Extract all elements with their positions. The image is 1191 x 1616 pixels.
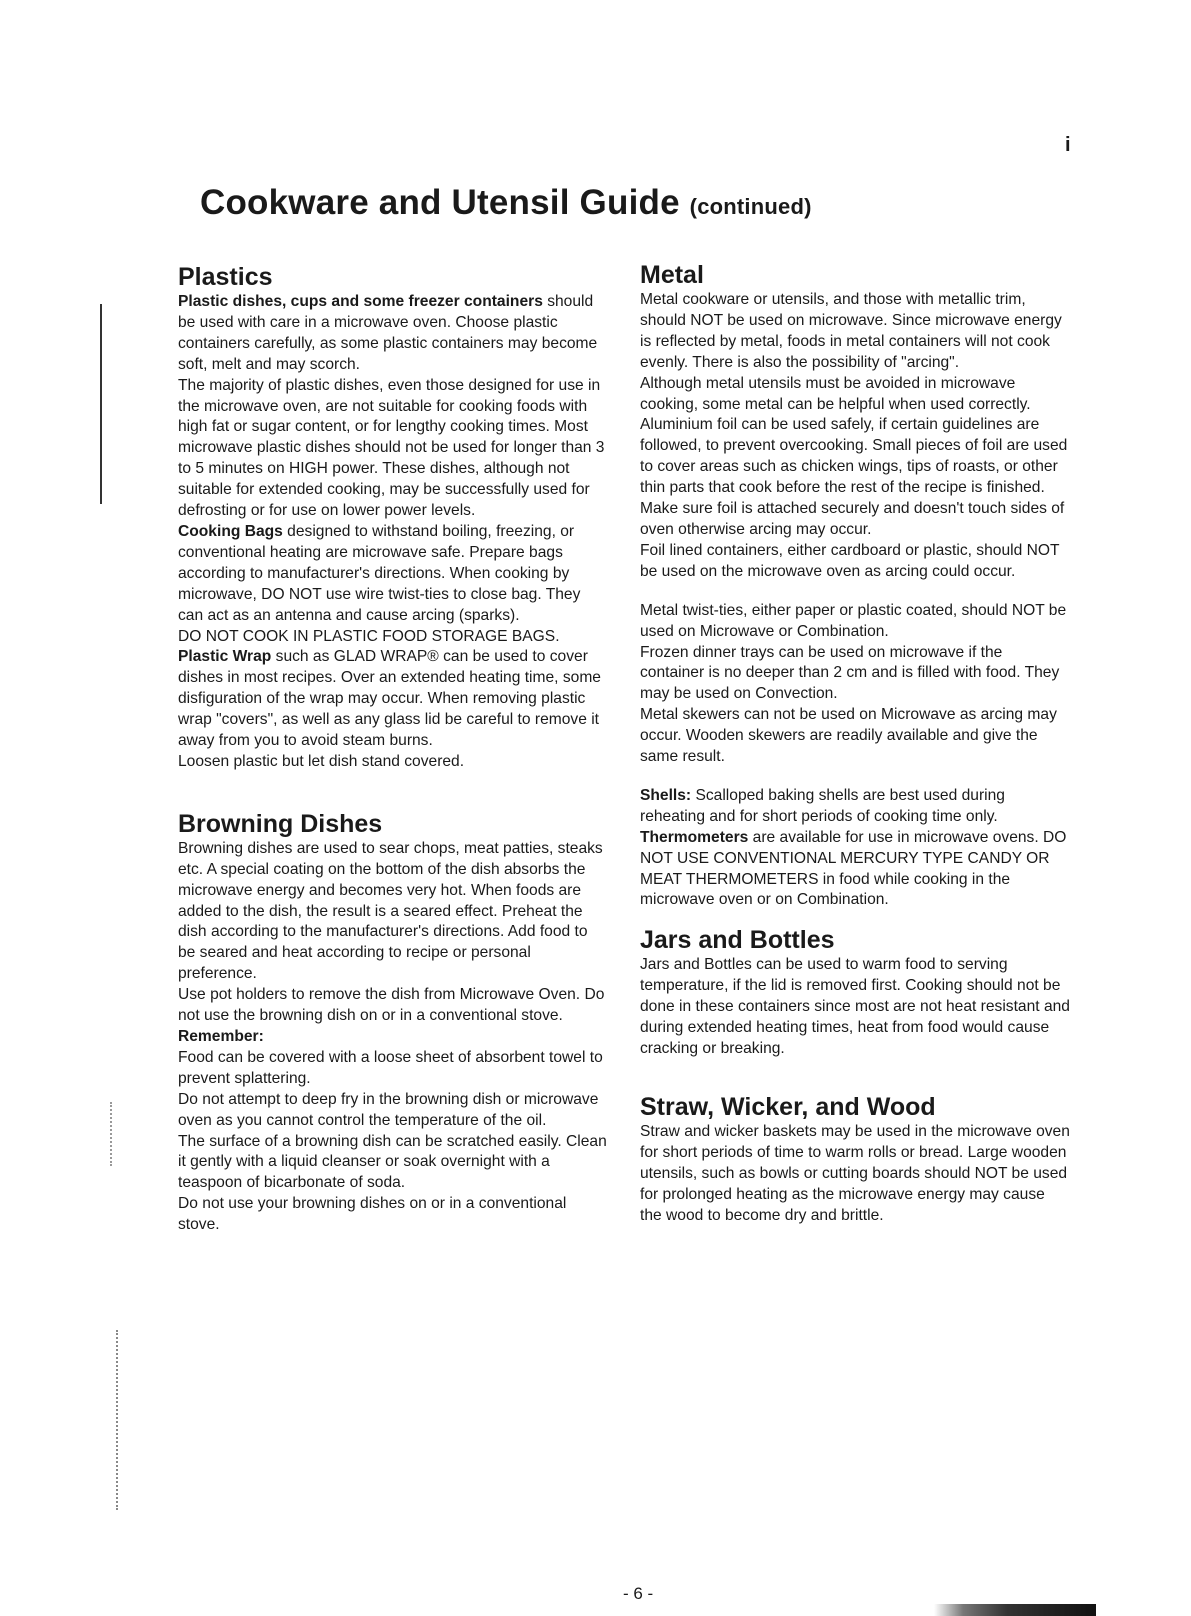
browning-paragraph-4: Do not attempt to deep fry in the browning dish or microwave oven as you cannot control the temperature of the oil. xyxy=(178,1090,599,1129)
left-column xyxy=(178,262,608,1236)
metal-paragraph-4: Foil lined containers, either cardboard or plastic, should NOT be used on the microwave oven as arcing could occur. xyxy=(640,541,1060,580)
plastics-term-wrap: Plastic Wrap xyxy=(178,648,272,666)
scan-dots-upper xyxy=(110,1102,114,1166)
metal-paragraph-6: Frozen dinner trays can be used on microwave if the container is no deeper than 2 cm and is filled with food. They may be used on Convection. xyxy=(640,643,1060,703)
metal-paragraph-7: Metal skewers can not be used on Microwave as arcing may occur. Wooden skewers are readily available and give the same result. xyxy=(640,706,1057,766)
heading-straw-wicker-wood: Straw, Wicker, and Wood xyxy=(640,1092,936,1121)
section-straw-wicker-wood xyxy=(640,1092,1070,1227)
plastics-paragraph-3 xyxy=(178,522,608,627)
jars-paragraph-1: Jars and Bottles can be used to warm food to serving temperature, if the lid is removed first. Cooking should not be done in these containers since most are not heat resistant and during extended heating times, heat from food would cause cracking or breaking. xyxy=(640,956,1070,1057)
metal-paragraph-3: Aluminium foil can be used safely, if certain guidelines are followed, to prevent overcooking. Small pieces of foil are used to cover areas such as chicken wings, tips of roasts, or other thin parts that cook before the rest of the recipe is finished. Make sure foil is attached securely and doesn't touch sides of oven otherwise arcing may occur. xyxy=(640,416,1068,538)
metal-paragraph-thermometers xyxy=(640,828,1070,912)
metal-paragraph-1: Metal cookware or utensils, and those with metallic trim, should NOT be used on microwave. Since microwave energy is reflected by metal, foods in metal containers will not cook evenly. There is also the possibility of "arcing". xyxy=(640,291,1062,371)
browning-paragraph-1: Browning dishes are used to sear chops, meat patties, steaks etc. A special coating on the bottom of the dish absorbs the microwave energy and becomes very hot. When foods are added to the dish, the result is a seared effect. Preheat the dish according to the manufacturer's directions. Add food to be seared and heat according to recipe or personal preference. xyxy=(178,839,603,983)
page-number: - 6 - xyxy=(623,1584,654,1603)
plastics-term-dishes: Plastic dishes, cups and some freezer containers xyxy=(178,293,543,310)
metal-paragraph-5: Metal twist-ties, either paper or plastic coated, should NOT be used on Microwave or Combination. xyxy=(640,601,1067,640)
page-title xyxy=(200,183,812,223)
plastics-term-bags: Cooking Bags xyxy=(178,522,283,540)
section-plastics xyxy=(178,262,608,773)
metal-paragraph-2: Although metal utensils must be avoided in microwave cooking, some metal can be helpful when used correctly. xyxy=(640,374,1031,413)
heading-plastics: Plastics xyxy=(178,263,273,291)
plastics-paragraph-1 xyxy=(178,292,608,376)
section-browning-dishes xyxy=(178,809,608,1236)
corner-mark: i xyxy=(1065,134,1071,156)
metal-text-shells: Scalloped baking shells are best used during reheating and for short periods of cooking time only. xyxy=(640,786,1005,825)
metal-term-shells: Shells: xyxy=(640,786,692,804)
margin-change-bar xyxy=(100,304,102,504)
page-title-sub: (continued) xyxy=(689,194,812,219)
scan-dots-lower xyxy=(116,1330,120,1510)
browning-paragraph-6: Do not use your browning dishes on or in a conventional stove. xyxy=(178,1195,567,1234)
plastics-paragraph-2: The majority of plastic dishes, even those designed for use in the microwave oven, are not suitable for cooking foods with high fat or sugar content, or for lengthy cooking times. Most microwave plastic dishes should not be used for longer than 3 to 5 minutes on HIGH power. These dishes, although not suitable for extended cooking, may be successfully used for defrosting or for use on lower power levels. xyxy=(178,376,605,520)
browning-remember-label: Remember: xyxy=(178,1028,264,1045)
plastics-paragraph-5 xyxy=(178,647,608,752)
scan-edge-artifact xyxy=(934,1604,1096,1616)
heading-browning-dishes: Browning Dishes xyxy=(178,809,383,838)
heading-jars-and-bottles: Jars and Bottles xyxy=(640,926,835,955)
section-metal xyxy=(640,260,1070,911)
section-jars-and-bottles xyxy=(640,925,1070,1060)
browning-paragraph-5: The surface of a browning dish can be scratched easily. Clean it gently with a liquid cleanser or soak overnight with a teaspoon of bicarbonate of soda. xyxy=(178,1132,607,1192)
browning-paragraph-2: Use pot holders to remove the dish from Microwave Oven. Do not use the browning dish on or in a conventional stove. xyxy=(178,986,605,1025)
plastics-paragraph-6: Loosen plastic but let dish stand covered. xyxy=(178,752,465,770)
page-title-main: Cookware and Utensil Guide xyxy=(200,183,680,222)
plastics-paragraph-4: DO NOT COOK IN PLASTIC FOOD STORAGE BAGS. xyxy=(178,627,560,645)
plastics-text-5: such as GLAD WRAP® can be used to cover dishes in most recipes. Over an extended heating time, some disfiguration of the wrap may occur. When removing plastic wrap "covers", as well as any glass lid be careful to remove it away from you to avoid steam burns. xyxy=(178,648,601,750)
plastics-text-1: should be used with care in a microwave oven. Choose plastic containers carefully, as some plastic containers may become soft, melt and may scorch. xyxy=(178,293,598,373)
metal-text-thermometers: are available for use in microwave ovens. DO NOT USE CONVENTIONAL MERCURY TYPE CANDY OR MEAT THERMOMETERS in food while cooking in the microwave oven or on Combination. xyxy=(640,828,1067,909)
right-column xyxy=(640,260,1070,1226)
heading-metal: Metal xyxy=(640,261,704,289)
plastics-text-3: designed to withstand boiling, freezing, or conventional heating are microwave safe. Prepare bags according to manufacturer's directions. When cooking by microwave, DO NOT use wire twist-ties to close bag. They can act as an antenna and cause arcing (sparks). xyxy=(178,522,581,624)
metal-paragraph-shells xyxy=(640,786,1070,828)
browning-paragraph-3: Food can be covered with a loose sheet of absorbent towel to prevent splattering. xyxy=(178,1048,603,1087)
straw-paragraph-1: Straw and wicker baskets may be used in the microwave oven for short periods of time to warm rolls or bread. Large wooden utensils, such as bowls or cutting boards should NOT be used for prolonged heating as the microwave energy may cause the wood to become dry and brittle. xyxy=(640,1122,1070,1224)
browning-remember xyxy=(178,1027,608,1048)
metal-term-thermometers: Thermometers xyxy=(640,828,749,846)
